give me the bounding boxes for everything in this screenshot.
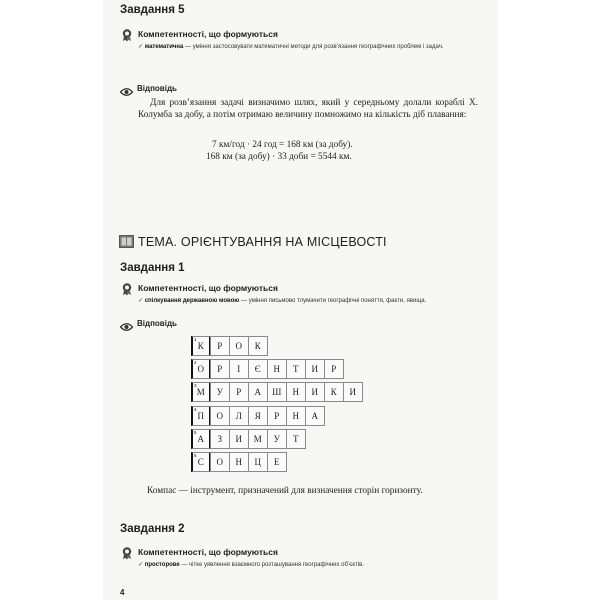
award-ribbon-icon [120, 28, 134, 42]
crossword-letter: О [216, 410, 224, 421]
crossword-cell [229, 359, 249, 379]
crossword-cell [210, 429, 230, 449]
crossword-letter: Н [292, 387, 300, 398]
crossword-cell [229, 429, 249, 449]
crossword-cell [248, 336, 268, 356]
crossword-letter: Е [274, 457, 280, 467]
task1-title: Завдання 1 [120, 262, 185, 274]
award-ribbon-icon [120, 546, 134, 560]
task5-answer-heading: Відповідь [137, 84, 177, 93]
crossword-cell [210, 336, 230, 356]
task2-competencies-heading: Компетентності, що формуються [138, 547, 278, 557]
crossword-row-number: 2 [194, 360, 198, 366]
crossword-letter: С [197, 457, 205, 467]
crossword-cell [324, 359, 344, 379]
crossword-letter: О [197, 364, 205, 375]
check-icon: ✓ [138, 562, 144, 568]
task1-competency-name: спілкування державною мовою [144, 298, 240, 304]
crossword-row-number: 4 [194, 406, 198, 412]
crossword-letter: Є [254, 364, 262, 375]
crossword-letter: П [197, 410, 205, 421]
task2-competency-name: просторове [144, 562, 180, 568]
crossword-letter: К [254, 341, 262, 351]
crossword-cell [229, 382, 249, 402]
crossword-row-number: 1 [194, 337, 198, 342]
crossword-cell [248, 429, 268, 449]
crossword-cell [191, 452, 211, 472]
crossword-letter: Р [331, 364, 337, 375]
crossword-cell [248, 406, 268, 426]
crossword-cell [191, 382, 211, 402]
crossword-cell [248, 382, 268, 402]
task5-competency-name: математична [144, 44, 184, 50]
check-icon: ✓ [138, 44, 144, 50]
task2-title: Завдання 2 [120, 523, 185, 535]
crossword-letter: Ш [272, 387, 282, 398]
task1-answer-heading: Відповідь [137, 319, 177, 328]
crossword-row-number: 5 [194, 429, 198, 435]
crossword-cell [305, 406, 325, 426]
crossword-cell [210, 359, 230, 379]
crossword-letter: Р [236, 387, 242, 398]
crossword-cell [210, 406, 230, 426]
crossword-cell [286, 406, 306, 426]
crossword-letter: Р [217, 364, 223, 375]
crossword-letter: Н [273, 364, 281, 375]
crossword-letter: І [237, 364, 241, 375]
crossword-letter: М [253, 433, 263, 444]
crossword-cell [324, 382, 344, 402]
crossword-letter: О [216, 457, 224, 467]
task1-competencies-heading: Компетентності, що формуються [138, 283, 278, 293]
page-number: 4 [120, 588, 125, 597]
crossword-letter: И [235, 433, 243, 444]
crossword-letter: Н [235, 457, 243, 467]
task5-equation-2: 168 км (за добу) · 33 доби = 5544 км. [206, 152, 352, 162]
task5-paragraph: Для розв’язання задачі визначимо шлях, який у середньому долали кораблі Х. Колумба за добу, а потім отримаю величину помножимо на кількість діб плавання: [138, 98, 478, 120]
task5-competency-desc: — уміння застосовувати математичні методи для розв’язання географічних проблем і задач. [183, 44, 444, 50]
crossword-letter: Я [254, 410, 262, 421]
crossword-letter: И [311, 364, 319, 375]
crossword-letter: Л [235, 410, 243, 421]
task1-competency-desc: — уміння письмово тлумачити географічні поняття, факти, явища. [239, 298, 427, 304]
crossword-cell [267, 429, 287, 449]
crossword-letter: Н [292, 410, 300, 421]
crossword-letter: У [216, 387, 224, 398]
crossword-cell [210, 452, 230, 472]
crossword-letter: Р [274, 410, 280, 421]
crossword-letter: К [330, 387, 338, 398]
crossword-cell [229, 452, 249, 472]
crossword-letter: А [254, 387, 262, 398]
crossword-cell [267, 452, 287, 472]
crossword-cell [191, 336, 211, 356]
crossword-letter: И [349, 387, 357, 398]
crossword-cell [229, 406, 249, 426]
crossword-cell [286, 429, 306, 449]
crossword-letter: Т [293, 364, 299, 375]
crossword-letter: О [235, 341, 243, 351]
topic-prefix: ТЕМА. [138, 235, 178, 249]
crossword-letter: А [311, 410, 319, 421]
crossword-letter: У [273, 433, 281, 444]
award-ribbon-icon [120, 282, 134, 296]
task1-competency-line [138, 297, 478, 305]
crossword-letter: Т [293, 433, 299, 444]
crossword-cell [286, 382, 306, 402]
crossword-cell [305, 382, 325, 402]
crossword-letter: З [217, 433, 223, 444]
eye-icon [120, 319, 133, 329]
task5-equation-1: 7 км/год · 24 год = 168 км (за добу). [212, 140, 353, 150]
crossword-letter: К [197, 341, 205, 351]
check-icon: ✓ [138, 298, 144, 304]
task5-competency-line [138, 43, 478, 51]
crossword-cell [267, 382, 287, 402]
topic-heading [138, 235, 387, 249]
task2-competency-line [138, 561, 478, 569]
eye-icon [120, 84, 133, 94]
crossword-cell [191, 359, 211, 379]
crossword-cell [267, 359, 287, 379]
crossword-cell [267, 406, 287, 426]
crossword-row-number: 3 [194, 383, 198, 389]
crossword-cell [210, 382, 230, 402]
topic-title: ОРІЄНТУВАННЯ НА МІСЦЕВОСТІ [180, 235, 387, 249]
crossword-cell [191, 429, 211, 449]
task1-caption: Компас — інструмент, призначений для визначення сторін горизонту. [147, 486, 423, 496]
crossword-cell [286, 359, 306, 379]
task2-competency-desc: — чітке уявлення взаємного розташування географічних об’єктів. [179, 562, 364, 568]
crossword-letter: Р [217, 341, 223, 351]
task5-title: Завдання 5 [120, 4, 185, 16]
crossword-letter: М [196, 387, 206, 398]
crossword-cell [343, 382, 363, 402]
crossword-cell [248, 359, 268, 379]
crossword-cell [191, 406, 211, 426]
crossword-letter: И [311, 387, 319, 398]
crossword-row-number: 6 [194, 453, 198, 458]
crossword-letter: А [197, 433, 205, 444]
crossword-cell [305, 359, 325, 379]
book-icon [119, 235, 134, 248]
crossword-letter: Ц [254, 457, 262, 467]
task5-competencies-heading: Компетентності, що формуються [138, 29, 278, 39]
crossword-cell [229, 336, 249, 356]
crossword-cell [248, 452, 268, 472]
